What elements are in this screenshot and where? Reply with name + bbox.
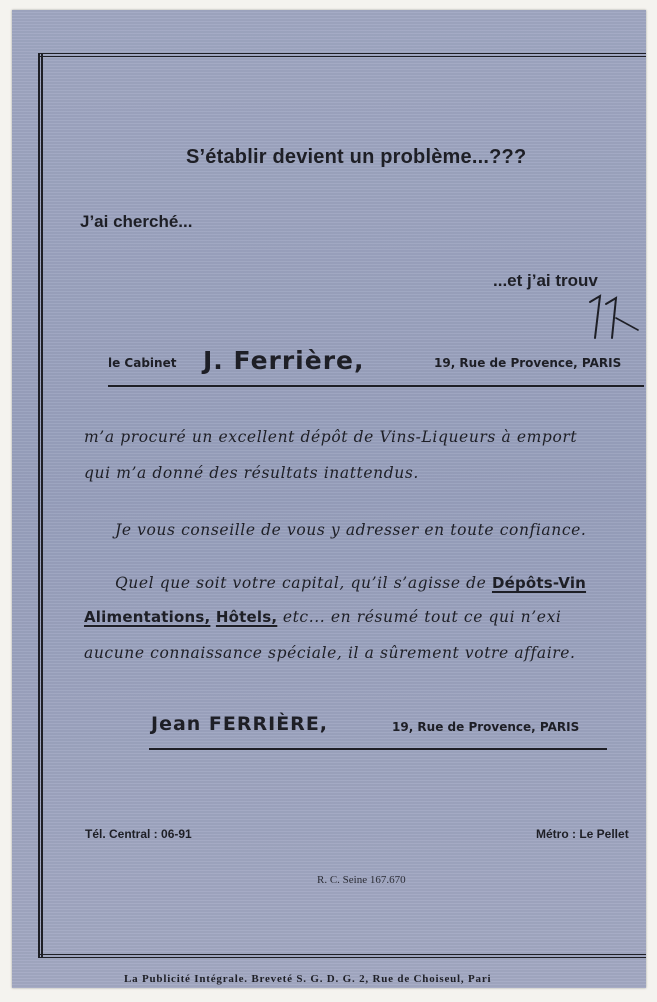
signature-name: Jean FERRIÈRE,	[151, 713, 329, 735]
signature-address: 19, Rue de Provence, PARIS	[392, 720, 580, 734]
registry-number: R. C. Seine 167.670	[317, 874, 406, 886]
keyword-depots-vins: Dépôts-Vin	[491, 574, 587, 592]
headline: S’établir devient un problème...???	[186, 146, 527, 168]
frame-border-left	[38, 53, 43, 957]
line-searched: J’ai cherché...	[80, 212, 193, 231]
cabinet-prefix: le Cabinet	[108, 356, 177, 370]
publisher-footer: La Publicité Intégrale. Breveté S. G. D. G. 2, Rue de Choiseul, Pari	[124, 973, 492, 985]
body-line-1: m’a procuré un excellent dépôt de Vins-Liqueurs à emport	[84, 428, 578, 446]
handwritten-mark-icon	[586, 294, 646, 344]
divider-rule	[108, 385, 644, 387]
body-line-5-text: etc... en résumé tout ce qui n’exi	[277, 608, 562, 626]
keyword-alimentations: Alimentations,	[84, 608, 211, 626]
metro-station: Métro : Le Pellet	[536, 827, 629, 841]
body-line-4	[115, 574, 586, 592]
phone-number: Tél. Central : 06-91	[85, 827, 192, 841]
signature-rule	[149, 748, 607, 750]
cabinet-name: J. Ferrière,	[203, 346, 365, 375]
body-line-6: aucune connaissance spéciale, il a sûrement votre affaire.	[84, 644, 576, 662]
frame-border-bottom	[38, 954, 646, 958]
frame-border-top	[38, 53, 646, 57]
body-line-2: qui m’a donné des résultats inattendus.	[84, 464, 419, 482]
line-found: ...et j’ai trouv	[493, 271, 598, 290]
body-line-3: Je vous conseille de vous y adresser en toute confiance.	[115, 521, 587, 539]
keyword-hotels: Hôtels,	[215, 608, 278, 626]
advertisement-sheet	[12, 10, 646, 988]
body-line-5	[84, 608, 561, 626]
cabinet-address: 19, Rue de Provence, PARIS	[434, 356, 622, 370]
body-line-4-text: Quel que soit votre capital, qu’il s’agisse de	[115, 574, 492, 592]
